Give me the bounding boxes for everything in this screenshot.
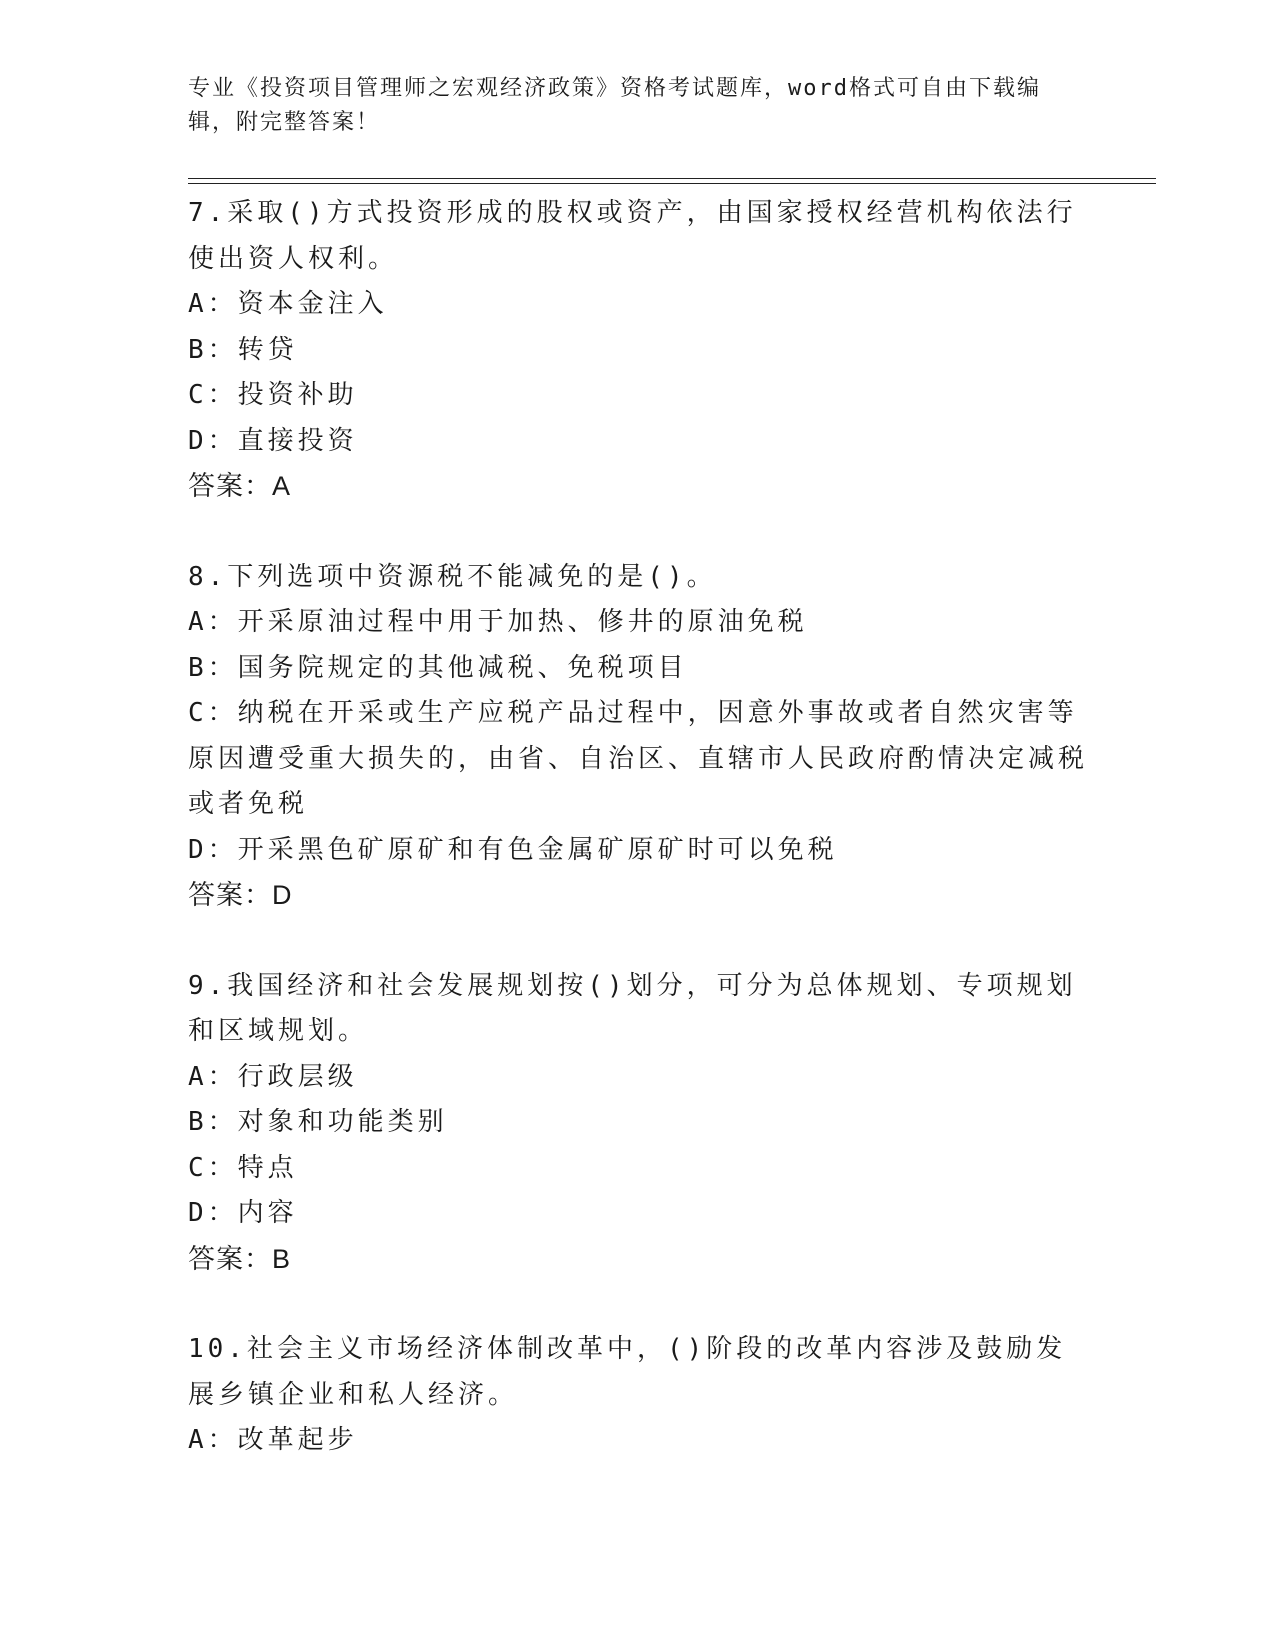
question-9 (188, 964, 1088, 1283)
document-header (188, 72, 1068, 140)
question-stem: 10.社会主义市场经济体制改革中，()阶段的改革内容涉及鼓励发展乡镇企业和私人经济。 (188, 1334, 1067, 1410)
header-divider-secondary (188, 183, 1156, 184)
option-d: D：开采黑色矿原矿和有色金属矿原矿时可以免税 (188, 834, 838, 865)
option-a: A：行政层级 (188, 1061, 358, 1092)
option-a: A：改革起步 (188, 1425, 358, 1455)
option-d: D：内容 (188, 1198, 298, 1228)
answer-line: 答案：A (188, 471, 292, 501)
option-b: B：对象和功能类别 (188, 1107, 448, 1137)
option-a: A：开采原油过程中用于加热、修井的原油免税 (188, 607, 808, 637)
option-a: A：资本金注入 (188, 289, 388, 319)
header-divider (188, 178, 1156, 179)
option-b: B：转贷 (188, 334, 298, 365)
question-7 (188, 191, 1088, 510)
question-stem: 7.采取()方式投资形成的股权或资产，由国家授权经营机构依法行使出资人权利。 (188, 198, 1077, 274)
option-c: C：投资补助 (188, 380, 358, 410)
option-d: D：直接投资 (188, 425, 358, 456)
option-b: B：国务院规定的其他减税、免税项目 (188, 652, 688, 683)
question-stem: 8.下列选项中资源税不能减免的是()。 (188, 561, 717, 592)
answer-line: 答案：D (188, 880, 293, 910)
question-list (188, 191, 1088, 1509)
document-title: 专业《投资项目管理师之宏观经济政策》资格考试题库，word格式可自由下载编辑，附完整答案！ (188, 76, 1041, 135)
question-8 (188, 555, 1088, 919)
question-stem: 9.我国经济和社会发展规划按()划分，可分为总体规划、专项规划和区域规划。 (188, 970, 1077, 1046)
answer-line: 答案：B (188, 1243, 292, 1274)
question-10 (188, 1327, 1088, 1464)
option-c: C：纳税在开采或生产应税产品过程中，因意外事故或者自然灾害等原因遭受重大损失的，由省、自治区、直辖市人民政府酌情决定减税或者免税 (188, 698, 1089, 819)
option-c: C：特点 (188, 1152, 298, 1183)
